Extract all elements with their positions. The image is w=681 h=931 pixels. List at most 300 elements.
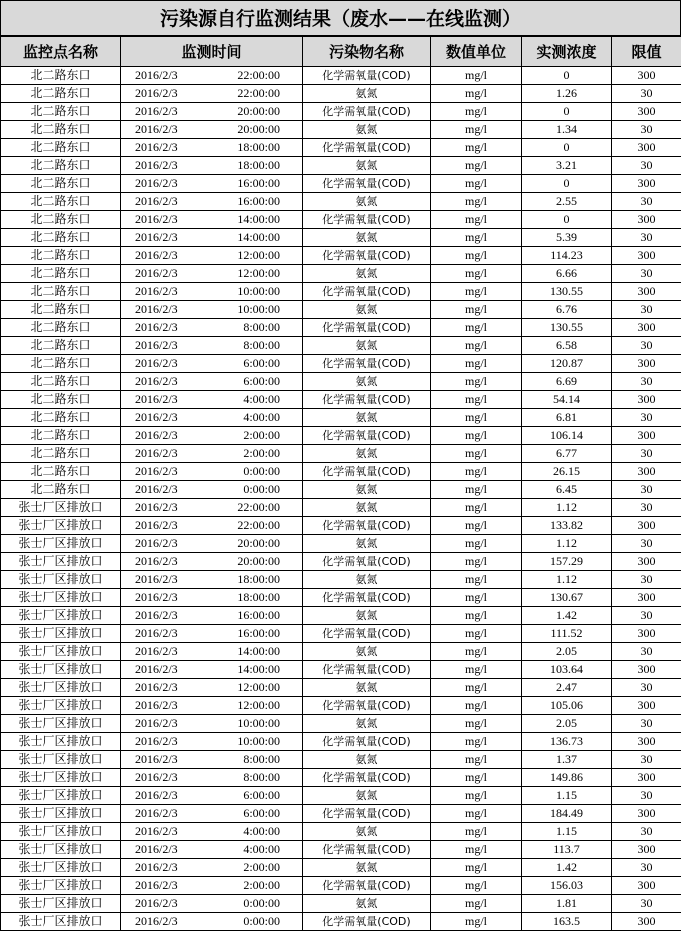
- cell-time: [121, 751, 303, 769]
- cell-pollutant: 氨氮: [303, 409, 431, 427]
- cell-clock: 4:00:00: [243, 392, 280, 406]
- cell-unit: mg/l: [431, 463, 522, 481]
- cell-limit: 30: [612, 229, 681, 247]
- cell-value: 113.7: [522, 841, 612, 859]
- cell-pollutant: 氨氮: [303, 535, 431, 553]
- cell-unit: mg/l: [431, 895, 522, 913]
- table-row: [1, 715, 681, 733]
- cell-clock: 6:00:00: [243, 374, 280, 388]
- table-body: [1, 67, 681, 931]
- cell-unit: mg/l: [431, 391, 522, 409]
- table-row: [1, 373, 681, 391]
- cell-unit: mg/l: [431, 535, 522, 553]
- cell-unit: mg/l: [431, 769, 522, 787]
- cell-pollutant: 氨氮: [303, 193, 431, 211]
- cell-limit: 30: [612, 193, 681, 211]
- cell-limit: 300: [612, 625, 681, 643]
- cell-clock: 16:00:00: [237, 176, 280, 190]
- table-row: [1, 355, 681, 373]
- cell-pollutant: 氨氮: [303, 337, 431, 355]
- cell-date: 2016/2/3: [135, 878, 178, 892]
- cell-time: [121, 571, 303, 589]
- cell-value: 130.55: [522, 319, 612, 337]
- cell-pollutant: 化学需氧量(COD): [303, 175, 431, 193]
- cell-time: [121, 805, 303, 823]
- cell-site: 张士厂区排放口: [1, 913, 121, 931]
- cell-value: 1.15: [522, 823, 612, 841]
- cell-pollutant: 化学需氧量(COD): [303, 67, 431, 85]
- cell-value: 1.34: [522, 121, 612, 139]
- cell-value: 106.14: [522, 427, 612, 445]
- cell-time: [121, 67, 303, 85]
- cell-date: 2016/2/3: [135, 914, 178, 928]
- cell-clock: 16:00:00: [237, 194, 280, 208]
- cell-limit: 300: [612, 769, 681, 787]
- cell-limit: 30: [612, 265, 681, 283]
- table-row: [1, 769, 681, 787]
- cell-value: 6.76: [522, 301, 612, 319]
- cell-limit: 300: [612, 805, 681, 823]
- cell-limit: 30: [612, 445, 681, 463]
- cell-time: [121, 121, 303, 139]
- cell-pollutant: 氨氮: [303, 787, 431, 805]
- cell-limit: 300: [612, 139, 681, 157]
- cell-clock: 6:00:00: [243, 806, 280, 820]
- table-row: [1, 751, 681, 769]
- cell-site: 北二路东口: [1, 391, 121, 409]
- cell-clock: 0:00:00: [243, 482, 280, 496]
- cell-clock: 4:00:00: [243, 842, 280, 856]
- cell-site: 张士厂区排放口: [1, 535, 121, 553]
- table-row: [1, 301, 681, 319]
- cell-limit: 30: [612, 859, 681, 877]
- cell-unit: mg/l: [431, 85, 522, 103]
- cell-pollutant: 化学需氧量(COD): [303, 769, 431, 787]
- cell-unit: mg/l: [431, 337, 522, 355]
- cell-unit: mg/l: [431, 409, 522, 427]
- cell-date: 2016/2/3: [135, 770, 178, 784]
- cell-time: [121, 625, 303, 643]
- table-row: [1, 67, 681, 85]
- table-row: [1, 211, 681, 229]
- cell-unit: mg/l: [431, 661, 522, 679]
- cell-value: 6.58: [522, 337, 612, 355]
- cell-value: 103.64: [522, 661, 612, 679]
- cell-site: 北二路东口: [1, 157, 121, 175]
- cell-limit: 30: [612, 787, 681, 805]
- cell-value: 1.37: [522, 751, 612, 769]
- cell-pollutant: 化学需氧量(COD): [303, 283, 431, 301]
- cell-value: 1.12: [522, 499, 612, 517]
- table-row: [1, 661, 681, 679]
- cell-limit: 300: [612, 103, 681, 121]
- cell-unit: mg/l: [431, 139, 522, 157]
- cell-unit: mg/l: [431, 859, 522, 877]
- cell-value: 1.12: [522, 571, 612, 589]
- table-row: [1, 427, 681, 445]
- cell-limit: 30: [612, 85, 681, 103]
- table-row: [1, 445, 681, 463]
- cell-time: [121, 463, 303, 481]
- cell-value: 5.39: [522, 229, 612, 247]
- cell-unit: mg/l: [431, 373, 522, 391]
- cell-unit: mg/l: [431, 553, 522, 571]
- cell-site: 张士厂区排放口: [1, 841, 121, 859]
- cell-unit: mg/l: [431, 193, 522, 211]
- cell-date: 2016/2/3: [135, 716, 178, 730]
- cell-limit: 300: [612, 697, 681, 715]
- cell-date: 2016/2/3: [135, 446, 178, 460]
- table-row: [1, 85, 681, 103]
- cell-time: [121, 787, 303, 805]
- cell-clock: 22:00:00: [237, 86, 280, 100]
- cell-clock: 6:00:00: [243, 356, 280, 370]
- cell-unit: mg/l: [431, 481, 522, 499]
- cell-date: 2016/2/3: [135, 158, 178, 172]
- cell-clock: 14:00:00: [237, 662, 280, 676]
- cell-pollutant: 氨氮: [303, 229, 431, 247]
- cell-value: 114.23: [522, 247, 612, 265]
- cell-date: 2016/2/3: [135, 230, 178, 244]
- cell-unit: mg/l: [431, 247, 522, 265]
- cell-pollutant: 化学需氧量(COD): [303, 625, 431, 643]
- cell-site: 北二路东口: [1, 211, 121, 229]
- cell-clock: 8:00:00: [243, 338, 280, 352]
- header-site: 监控点名称: [1, 37, 121, 67]
- cell-value: 6.45: [522, 481, 612, 499]
- cell-date: 2016/2/3: [135, 554, 178, 568]
- cell-clock: 20:00:00: [237, 122, 280, 136]
- cell-value: 2.47: [522, 679, 612, 697]
- cell-unit: mg/l: [431, 67, 522, 85]
- cell-time: [121, 229, 303, 247]
- cell-pollutant: 氨氮: [303, 301, 431, 319]
- cell-limit: 300: [612, 175, 681, 193]
- cell-clock: 20:00:00: [237, 554, 280, 568]
- cell-time: [121, 247, 303, 265]
- cell-unit: mg/l: [431, 283, 522, 301]
- cell-value: 1.15: [522, 787, 612, 805]
- cell-unit: mg/l: [431, 445, 522, 463]
- cell-clock: 18:00:00: [237, 590, 280, 604]
- cell-clock: 4:00:00: [243, 410, 280, 424]
- cell-site: 张士厂区排放口: [1, 877, 121, 895]
- cell-site: 北二路东口: [1, 301, 121, 319]
- cell-time: [121, 265, 303, 283]
- cell-unit: mg/l: [431, 697, 522, 715]
- cell-limit: 30: [612, 571, 681, 589]
- cell-unit: mg/l: [431, 625, 522, 643]
- table-row: [1, 265, 681, 283]
- header-limit: 限值: [612, 37, 681, 67]
- header-time: 监测时间: [121, 37, 303, 67]
- cell-site: 北二路东口: [1, 283, 121, 301]
- table-row: [1, 103, 681, 121]
- cell-time: [121, 589, 303, 607]
- cell-value: 163.5: [522, 913, 612, 931]
- cell-site: 北二路东口: [1, 139, 121, 157]
- cell-date: 2016/2/3: [135, 572, 178, 586]
- cell-unit: mg/l: [431, 877, 522, 895]
- table-row: [1, 409, 681, 427]
- cell-site: 张士厂区排放口: [1, 571, 121, 589]
- cell-pollutant: 化学需氧量(COD): [303, 913, 431, 931]
- cell-value: 0: [522, 175, 612, 193]
- cell-pollutant: 氨氮: [303, 823, 431, 841]
- cell-pollutant: 氨氮: [303, 715, 431, 733]
- cell-site: 张士厂区排放口: [1, 517, 121, 535]
- cell-clock: 8:00:00: [243, 770, 280, 784]
- cell-site: 北二路东口: [1, 229, 121, 247]
- table-row: [1, 463, 681, 481]
- cell-site: 张士厂区排放口: [1, 769, 121, 787]
- cell-site: 张士厂区排放口: [1, 787, 121, 805]
- report-title: 污染源自行监测结果（废水——在线监测）: [0, 0, 681, 36]
- cell-value: 6.69: [522, 373, 612, 391]
- cell-clock: 12:00:00: [237, 680, 280, 694]
- cell-pollutant: 化学需氧量(COD): [303, 319, 431, 337]
- table-row: [1, 553, 681, 571]
- cell-unit: mg/l: [431, 157, 522, 175]
- cell-site: 张士厂区排放口: [1, 661, 121, 679]
- cell-site: 张士厂区排放口: [1, 643, 121, 661]
- cell-time: [121, 445, 303, 463]
- cell-limit: 30: [612, 409, 681, 427]
- cell-value: 54.14: [522, 391, 612, 409]
- cell-time: [121, 193, 303, 211]
- cell-time: [121, 913, 303, 931]
- cell-pollutant: 氨氮: [303, 643, 431, 661]
- cell-limit: 300: [612, 427, 681, 445]
- cell-limit: 30: [612, 373, 681, 391]
- cell-date: 2016/2/3: [135, 824, 178, 838]
- cell-site: 北二路东口: [1, 85, 121, 103]
- cell-limit: 30: [612, 337, 681, 355]
- cell-date: 2016/2/3: [135, 248, 178, 262]
- table-row: [1, 535, 681, 553]
- cell-time: [121, 895, 303, 913]
- cell-pollutant: 氨氮: [303, 373, 431, 391]
- cell-clock: 22:00:00: [237, 500, 280, 514]
- cell-time: [121, 283, 303, 301]
- cell-site: 北二路东口: [1, 193, 121, 211]
- header-value: 实测浓度: [522, 37, 612, 67]
- table-row: [1, 679, 681, 697]
- cell-limit: 30: [612, 715, 681, 733]
- cell-unit: mg/l: [431, 589, 522, 607]
- cell-date: 2016/2/3: [135, 518, 178, 532]
- cell-unit: mg/l: [431, 751, 522, 769]
- cell-date: 2016/2/3: [135, 266, 178, 280]
- cell-clock: 2:00:00: [243, 878, 280, 892]
- cell-limit: 300: [612, 283, 681, 301]
- cell-site: 北二路东口: [1, 445, 121, 463]
- cell-value: 1.81: [522, 895, 612, 913]
- cell-limit: 300: [612, 247, 681, 265]
- cell-site: 张士厂区排放口: [1, 499, 121, 517]
- cell-date: 2016/2/3: [135, 212, 178, 226]
- cell-value: 133.82: [522, 517, 612, 535]
- cell-site: 北二路东口: [1, 121, 121, 139]
- cell-time: [121, 481, 303, 499]
- cell-pollutant: 化学需氧量(COD): [303, 391, 431, 409]
- cell-limit: 300: [612, 319, 681, 337]
- cell-clock: 16:00:00: [237, 608, 280, 622]
- cell-pollutant: 化学需氧量(COD): [303, 103, 431, 121]
- cell-value: 105.06: [522, 697, 612, 715]
- cell-site: 北二路东口: [1, 337, 121, 355]
- cell-date: 2016/2/3: [135, 302, 178, 316]
- cell-clock: 22:00:00: [237, 68, 280, 82]
- table-row: [1, 589, 681, 607]
- cell-value: 111.52: [522, 625, 612, 643]
- cell-site: 张士厂区排放口: [1, 607, 121, 625]
- cell-site: 北二路东口: [1, 67, 121, 85]
- cell-time: [121, 859, 303, 877]
- cell-clock: 12:00:00: [237, 266, 280, 280]
- cell-unit: mg/l: [431, 499, 522, 517]
- cell-date: 2016/2/3: [135, 464, 178, 478]
- cell-limit: 30: [612, 121, 681, 139]
- cell-time: [121, 337, 303, 355]
- cell-date: 2016/2/3: [135, 104, 178, 118]
- header-pollutant: 污染物名称: [303, 37, 431, 67]
- cell-time: [121, 409, 303, 427]
- cell-limit: 30: [612, 157, 681, 175]
- cell-time: [121, 679, 303, 697]
- cell-clock: 14:00:00: [237, 212, 280, 226]
- table-row: [1, 805, 681, 823]
- cell-date: 2016/2/3: [135, 320, 178, 334]
- cell-unit: mg/l: [431, 355, 522, 373]
- cell-clock: 2:00:00: [243, 860, 280, 874]
- cell-date: 2016/2/3: [135, 626, 178, 640]
- cell-limit: 300: [612, 517, 681, 535]
- table-row: [1, 175, 681, 193]
- cell-time: [121, 499, 303, 517]
- table-row: [1, 121, 681, 139]
- cell-date: 2016/2/3: [135, 410, 178, 424]
- cell-pollutant: 化学需氧量(COD): [303, 427, 431, 445]
- cell-date: 2016/2/3: [135, 842, 178, 856]
- cell-clock: 20:00:00: [237, 104, 280, 118]
- cell-limit: 300: [612, 355, 681, 373]
- cell-clock: 10:00:00: [237, 716, 280, 730]
- table-row: [1, 391, 681, 409]
- cell-time: [121, 301, 303, 319]
- table-row: [1, 247, 681, 265]
- cell-unit: mg/l: [431, 319, 522, 337]
- cell-pollutant: 氨氮: [303, 85, 431, 103]
- cell-time: [121, 355, 303, 373]
- cell-date: 2016/2/3: [135, 860, 178, 874]
- cell-date: 2016/2/3: [135, 68, 178, 82]
- cell-limit: 300: [612, 877, 681, 895]
- cell-site: 北二路东口: [1, 355, 121, 373]
- cell-clock: 0:00:00: [243, 896, 280, 910]
- cell-site: 张士厂区排放口: [1, 625, 121, 643]
- cell-time: [121, 157, 303, 175]
- cell-clock: 10:00:00: [237, 302, 280, 316]
- cell-clock: 8:00:00: [243, 320, 280, 334]
- cell-time: [121, 607, 303, 625]
- cell-pollutant: 化学需氧量(COD): [303, 139, 431, 157]
- cell-unit: mg/l: [431, 427, 522, 445]
- table-row: [1, 823, 681, 841]
- cell-clock: 6:00:00: [243, 788, 280, 802]
- cell-clock: 10:00:00: [237, 734, 280, 748]
- cell-unit: mg/l: [431, 607, 522, 625]
- cell-time: [121, 643, 303, 661]
- table-row: [1, 517, 681, 535]
- cell-date: 2016/2/3: [135, 338, 178, 352]
- cell-pollutant: 氨氮: [303, 859, 431, 877]
- table-header: [1, 37, 681, 67]
- cell-date: 2016/2/3: [135, 122, 178, 136]
- cell-time: [121, 517, 303, 535]
- cell-value: 0: [522, 67, 612, 85]
- table-row: [1, 643, 681, 661]
- table-row: [1, 895, 681, 913]
- cell-value: 184.49: [522, 805, 612, 823]
- cell-date: 2016/2/3: [135, 896, 178, 910]
- table-row: [1, 913, 681, 931]
- cell-pollutant: 氨氮: [303, 481, 431, 499]
- cell-pollutant: 化学需氧量(COD): [303, 355, 431, 373]
- cell-limit: 300: [612, 661, 681, 679]
- cell-date: 2016/2/3: [135, 680, 178, 694]
- cell-unit: mg/l: [431, 229, 522, 247]
- cell-time: [121, 535, 303, 553]
- cell-pollutant: 化学需氧量(COD): [303, 247, 431, 265]
- cell-time: [121, 841, 303, 859]
- cell-limit: 300: [612, 391, 681, 409]
- cell-value: 6.66: [522, 265, 612, 283]
- cell-limit: 300: [612, 913, 681, 931]
- cell-clock: 22:00:00: [237, 518, 280, 532]
- cell-value: 1.26: [522, 85, 612, 103]
- cell-date: 2016/2/3: [135, 176, 178, 190]
- cell-limit: 300: [612, 733, 681, 751]
- cell-value: 3.21: [522, 157, 612, 175]
- table-row: [1, 877, 681, 895]
- table-row: [1, 319, 681, 337]
- cell-pollutant: 化学需氧量(COD): [303, 733, 431, 751]
- cell-limit: 30: [612, 895, 681, 913]
- cell-clock: 14:00:00: [237, 644, 280, 658]
- cell-value: 130.55: [522, 283, 612, 301]
- cell-site: 北二路东口: [1, 373, 121, 391]
- cell-site: 北二路东口: [1, 175, 121, 193]
- cell-clock: 10:00:00: [237, 284, 280, 298]
- cell-value: 156.03: [522, 877, 612, 895]
- cell-date: 2016/2/3: [135, 788, 178, 802]
- table-row: [1, 733, 681, 751]
- table-row: [1, 193, 681, 211]
- cell-date: 2016/2/3: [135, 392, 178, 406]
- cell-clock: 18:00:00: [237, 572, 280, 586]
- cell-clock: 14:00:00: [237, 230, 280, 244]
- cell-date: 2016/2/3: [135, 536, 178, 550]
- table-row: [1, 139, 681, 157]
- cell-site: 张士厂区排放口: [1, 751, 121, 769]
- cell-clock: 0:00:00: [243, 464, 280, 478]
- table-row: [1, 607, 681, 625]
- cell-date: 2016/2/3: [135, 590, 178, 604]
- cell-clock: 18:00:00: [237, 158, 280, 172]
- cell-clock: 18:00:00: [237, 140, 280, 154]
- cell-value: 2.05: [522, 643, 612, 661]
